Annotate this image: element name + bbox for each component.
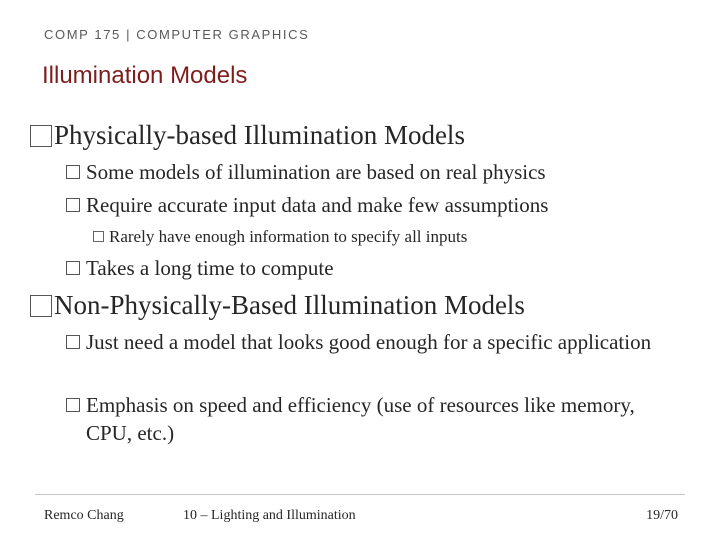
box-bullet-icon bbox=[93, 231, 104, 242]
box-bullet-icon bbox=[66, 198, 80, 212]
bullet-item bbox=[30, 120, 690, 151]
box-bullet-icon bbox=[66, 165, 80, 179]
bullet-text: Non-Physically-Based Illumination Models bbox=[54, 290, 525, 320]
box-bullet-icon bbox=[66, 398, 80, 412]
footer-lecture: 10 – Lighting and Illumination bbox=[183, 508, 356, 523]
bullet-text: Just need a model that looks good enough for a specific application bbox=[86, 330, 652, 354]
footer-divider bbox=[35, 494, 685, 495]
bullet-item bbox=[66, 328, 666, 356]
bullet-item bbox=[66, 191, 666, 219]
bullet-text: Physically-based Illumination Models bbox=[54, 120, 465, 150]
bullet-text: Rarely have enough information to specify all inputs bbox=[109, 227, 468, 246]
box-bullet-icon bbox=[66, 335, 80, 349]
bullet-item bbox=[66, 391, 666, 447]
footer-page-number: 19/70 bbox=[646, 508, 678, 523]
bullet-item bbox=[66, 254, 666, 282]
bullet-text: Takes a long time to compute bbox=[86, 256, 334, 280]
bullet-item bbox=[93, 226, 653, 248]
slide-title: Illumination Models bbox=[42, 62, 248, 89]
box-bullet-icon bbox=[66, 261, 80, 275]
bullet-text: Some models of illumination are based on real physics bbox=[86, 160, 546, 184]
bullet-text: Require accurate input data and make few assumptions bbox=[86, 193, 549, 217]
box-bullet-icon bbox=[30, 295, 52, 317]
course-header: COMP 175 | COMPUTER GRAPHICS bbox=[44, 27, 310, 42]
box-bullet-icon bbox=[30, 125, 52, 147]
bullet-text: Emphasis on speed and efficiency (use of resources like memory, CPU, etc.) bbox=[86, 393, 635, 445]
bullet-item bbox=[66, 158, 666, 186]
footer-author: Remco Chang bbox=[44, 508, 124, 523]
bullet-item bbox=[30, 290, 690, 321]
